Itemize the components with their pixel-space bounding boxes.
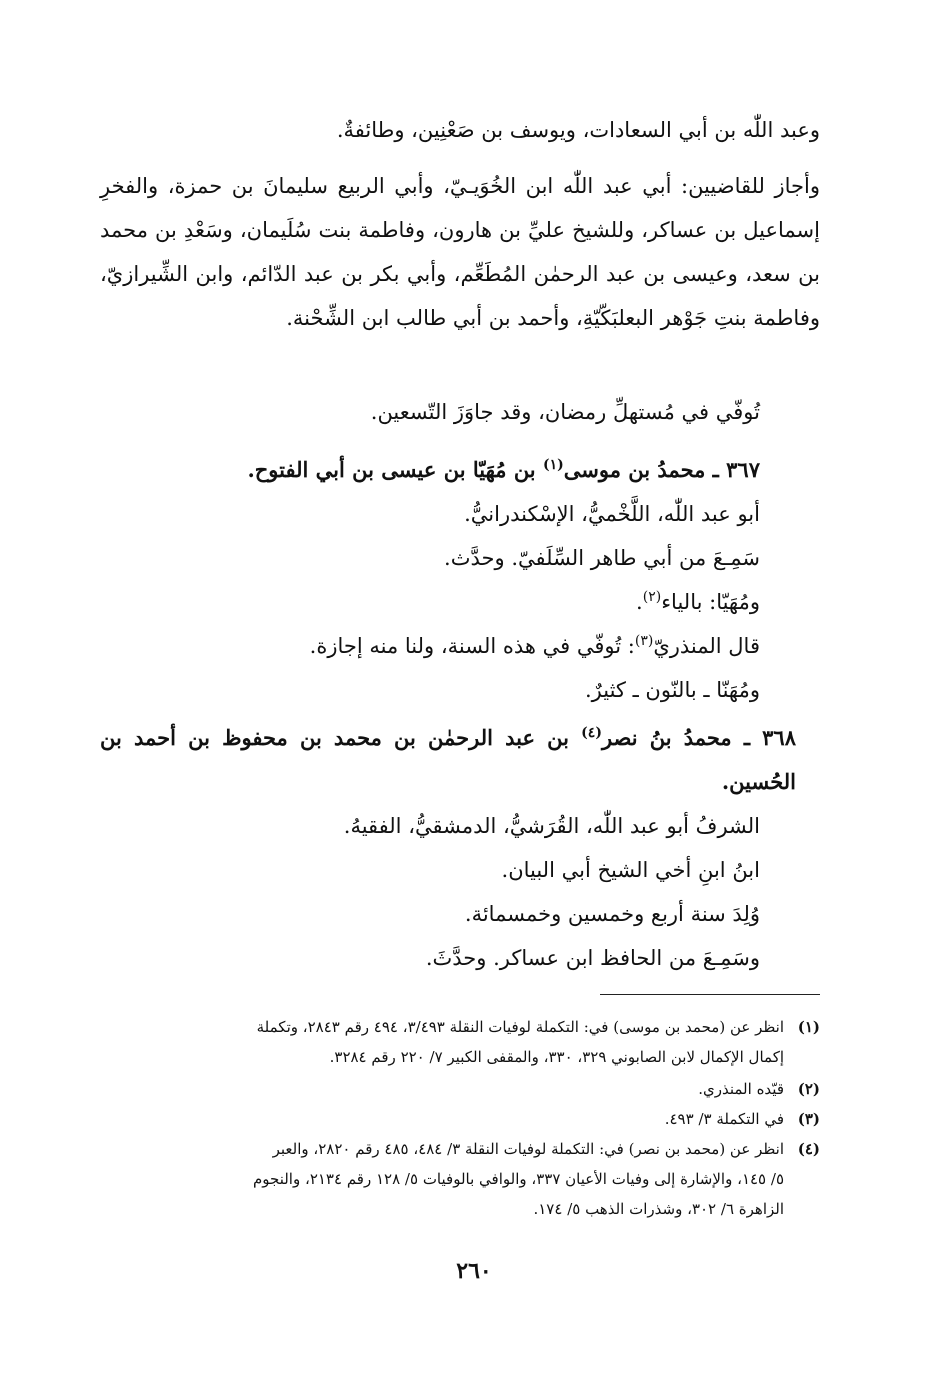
entry-368-line: الشرفُ أبو عبد اللّٰه، القُرَشيُّ، الدمشقيُّ، الفقيهُ. [343, 814, 760, 838]
entry-368-name: ٣٦٨ ـ محمدُ بنُ نصر [601, 725, 796, 750]
footnote-ref-4[interactable]: (٤) [581, 725, 602, 741]
paragraph-continuation: وعبد اللّٰه بن أبي السعادات، ويوسف بن صَعْنِين، وطائفةٌ. [336, 118, 820, 142]
page-number: ٢٦٠ [456, 1258, 492, 1284]
footnote-number: (٤) [797, 1140, 820, 1158]
entry-368-line: وُلِدَ سنة أربع وخمسين وخمسمائة. [464, 902, 760, 926]
footnote-number: (١) [797, 1018, 820, 1036]
footnote-ref-2[interactable]: (٢) [642, 589, 662, 605]
footnote-ref-1[interactable]: (١) [542, 457, 564, 473]
entry-367-line: ومُهَيّا: بالياء$^{(٢)}$. [636, 589, 760, 614]
entry-367-line: ومُهَنّا ـ بالنّون ـ كثيرٌ. [585, 678, 760, 702]
footnote-3 [100, 1104, 820, 1134]
footnote-text: انظر عن (محمد بن نصر) في: التكملة لوفيات النقلة ٣/ ٤٨٤، ٤٨٥ رقم ٢٨٢٠، والعبر [272, 1140, 784, 1158]
entry-368-name-rest: بن عبد الرحمٰن بن محمد بن محفوظ بن أحمد بن الحُسين. [100, 725, 796, 794]
footnote-ref-3[interactable]: (٣) [634, 633, 654, 649]
entry-368-line: ابنُ ابنِ أخي الشيخ أبي البيان. [501, 858, 760, 882]
paragraph-ijaza: وأجاز للقاضيين: أبي عبد اللّٰه ابن الخُوَيـيّ، وأبي الربيع سليمانَ بن حمزة، والفخرِ إسماعيل بن عساكر، وللشيخ عليِّ بن هارون، وفاطمة بنت سُلَيمان، وسَعْدِ بن محمد بن سعد، وعيسى بن عبد الرحمٰن المُطَعِّم، وأبي بكر بن عبد الدّائم، وابن الشِّيرازيّ، وفاطمة بنتِ جَوْهر البعلبَكّيّةِ، وأحمد بن أبي طالب ابن الشِّحْنة. [100, 174, 820, 330]
footnote-text: انظر عن (محمد بن موسى) في: التكملة لوفيات النقلة ٣/٤٩٣، ٤٩٤ رقم ٢٨٤٣، وتكملة [256, 1018, 784, 1036]
entry-368 [100, 716, 820, 980]
footnote-1 [100, 1012, 820, 1072]
footnote-text: إكمال الإكمال لابن الصابوني ٣٢٩، ٣٣٠، والمقفى الكبير ٧/ ٢٢٠ رقم ٣٢٨٤. [329, 1048, 784, 1066]
entry-368-heading [100, 716, 820, 804]
footnote-2 [100, 1074, 820, 1104]
entry-367-line: أبو عبد اللّٰه، اللَّخْميُّ، الإسْكندرانيُّ. [464, 502, 760, 526]
entry-367-name-rest: بن مُهَيّا بن عيسى بن أبي الفتوح. [247, 457, 543, 482]
footnote-number: (٢) [797, 1080, 820, 1098]
footnote-number: (٣) [797, 1110, 820, 1128]
footnote-4 [100, 1134, 820, 1224]
entry-367-line: سَمِـعَ من أبي طاهر السِّلَفيّ. وحدَّث. [444, 546, 760, 570]
entry-367 [100, 448, 820, 712]
entry-367-line: قال المنذريّ$^{(٣)}$: تُوفّي في هذه السنة، ولنا منه إجازة. [309, 633, 760, 658]
entry-367-name: ٣٦٧ ـ محمدُ بن موسى [563, 457, 760, 482]
entry-368-line: وسَمِـعَ من الحافظ ابن عساكر. وحدَّثَ. [425, 946, 760, 970]
footnote-text: قيّده المنذري. [698, 1080, 784, 1098]
footnote-text: الزاهرة ٦/ ٣٠٢، وشذرات الذهب ٥/ ١٧٤. [533, 1200, 784, 1218]
entry-367-heading [100, 448, 760, 492]
footnote-text: في التكملة ٣/ ٤٩٣. [664, 1110, 784, 1128]
footnote-divider [600, 994, 820, 995]
paragraph-death: تُوفّي في مُستهلِّ رمضان، وقد جاوَزَ التّسعين. [370, 400, 760, 424]
footnote-text: ٥/ ١٤٥، والإشارة إلى وفيات الأعيان ٣٣٧، والوافي بالوفيات ٥/ ١٢٨ رقم ٢١٣٤، والنجوم [252, 1170, 784, 1188]
